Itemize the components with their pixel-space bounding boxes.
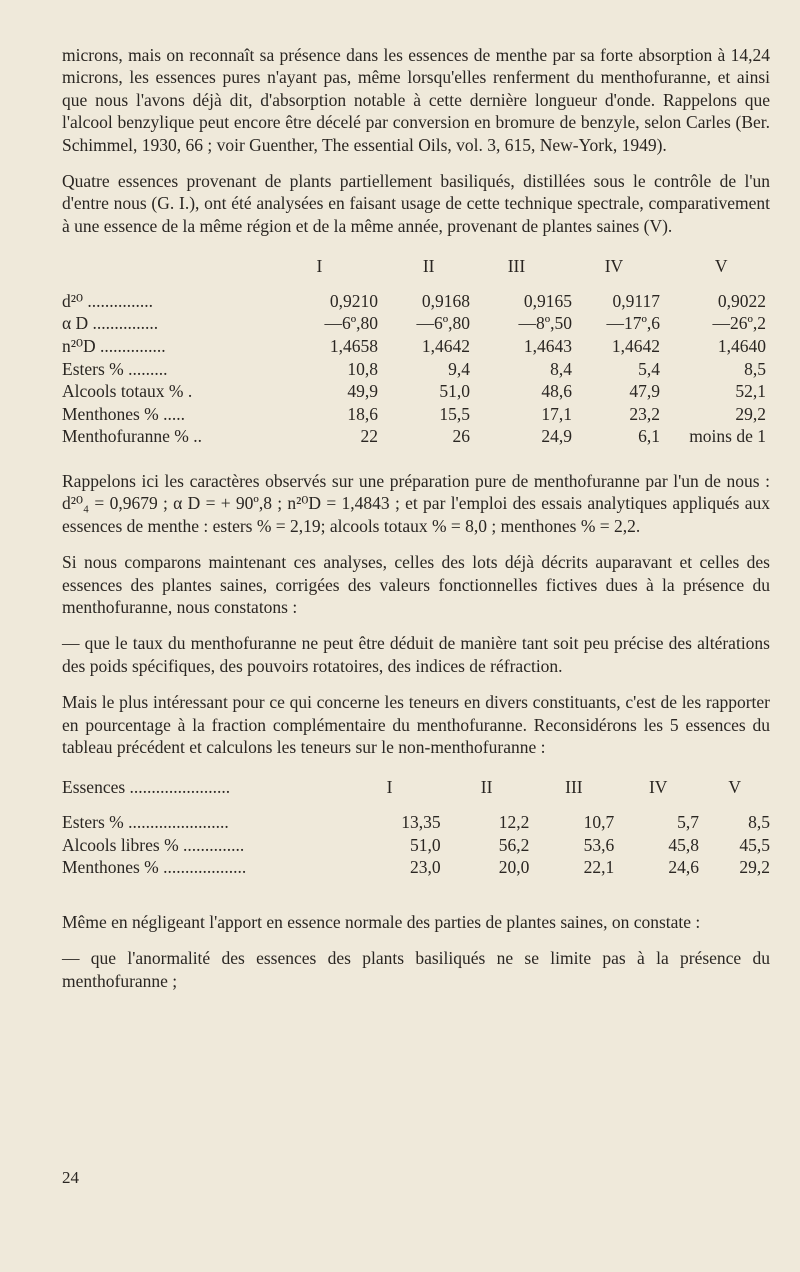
table-header-row bbox=[62, 255, 770, 278]
col-header: IV bbox=[604, 256, 624, 277]
table-row: Alcools totaux % . 49,9 51,0 48,6 47,9 52,1 bbox=[62, 381, 766, 402]
table-row: n²⁰D ............... 1,4658 1,4642 1,4643 1,4642 1,4640 bbox=[62, 336, 766, 357]
table-row: Esters % ......... 10,8 9,4 8,4 5,4 8,5 bbox=[62, 358, 766, 379]
col-header: III bbox=[565, 777, 583, 798]
paragraph-recompute: Mais le plus intéressant pour ce qui concerne les teneurs en divers constituants, c'est de les rapporter en pourcentage à la fraction complémentaire du menthofuranne. Reconsidérons les 5 essences du tableau précédent et calculons les teneurs sur le non-menthofuranne : bbox=[62, 692, 770, 758]
paragraph-normal-parts: Même en négligeant l'apport en essence normale des parties de plantes saines, on constate : bbox=[62, 911, 701, 932]
col-header: III bbox=[507, 256, 526, 277]
table-row: Alcools libres % .............. 51,0 56,2 53,6 45,8 45,5 bbox=[62, 834, 770, 855]
analysis-table bbox=[62, 255, 770, 448]
table-header-row: Essences ....................... I II III IV V bbox=[62, 776, 770, 799]
page-number: 24 bbox=[62, 1168, 79, 1187]
paragraph-comparison: Si nous comparons maintenant ces analyses, celles des lots déjà décrits auparavant et celles des essences des plantes saines, corrigées des valeurs fonctionnelles fictives dues à la présence du menthofuranne, nous constatons : bbox=[62, 552, 770, 618]
intro-paragraph: microns, mais on reconnaît sa présence dans les essences de menthe par sa forte absorption à 14,24 microns, les essences pures n'ayant pas, même lorsqu'elles renferment du menthofuranne, et ainsi que nous l'avons déjà dit, d'absorption notable à cette dernière longueur d'onde. Rappelons que l'alcool benzylique peut encore être décelé par conversion en bromure de benzyle, selon Carles (Ber. Schimmel, 1930, 66 ; voir Guenther, The essential Oils, vol. 3, 615, New-York, 1949). bbox=[62, 45, 770, 155]
table-row: Menthones % ..... 18,6 15,5 17,1 23,2 29,2 bbox=[62, 403, 766, 424]
table-row: d²⁰ ............... 0,9210 0,9168 0,9165 0,9117 0,9022 bbox=[62, 290, 766, 311]
table-row: Esters % ....................... 13,35 12,2 10,7 5,7 8,5 bbox=[62, 812, 770, 833]
table-row: α D ............... —6º,80 —6º,80 —8º,50 —17º,6 —26º,2 bbox=[62, 313, 766, 334]
recomputed-table bbox=[62, 776, 770, 878]
col-header: II bbox=[422, 256, 435, 277]
paragraph-samples: Quatre essences provenant de plants partiellement basiliqués, distillées sous le contrôle de l'un d'entre nous (G. I.), ont été analysées en faisant usage de cette technique spectrale, comparativement à une essence de la même région et de la même année, provenant de plantes saines (V). bbox=[62, 171, 770, 236]
table-row: Menthones % ................... 23,0 20,0 22,1 24,6 29,2 bbox=[62, 857, 770, 878]
table-row: Menthofuranne % .. 22 26 24,9 6,1 moins de 1 bbox=[62, 426, 766, 447]
col-header: I bbox=[386, 777, 393, 798]
paragraph-conclusion-2: — que l'anormalité des essences des plants basiliqués ne se limite pas à la présence du menthofuranne ; bbox=[62, 948, 770, 991]
col-header: IV bbox=[648, 777, 668, 798]
col-header: I bbox=[316, 256, 323, 277]
paragraph-conclusion-1: — que le taux du menthofuranne ne peut être déduit de manière tant soit peu précise des altérations des poids spécifiques, des pouvoirs rotatoires, des indices de réfraction. bbox=[62, 633, 770, 676]
col-header: II bbox=[480, 777, 493, 798]
col-header: V bbox=[714, 256, 728, 277]
paragraph-pure-menthofuranne: Rappelons ici les caractères observés sur une préparation pure de menthofuranne par l'un de nous : d²⁰₄ = 0,9679 ; α D = + 90º,8 ; n²⁰D = 1,4843 ; et par l'emploi des essais analytiques appliqués aux essences de menthe : esters % = 2,19; alcools totaux % = 8,0 ; menthones % = 2,2. bbox=[62, 471, 770, 536]
col-header: V bbox=[728, 777, 742, 798]
